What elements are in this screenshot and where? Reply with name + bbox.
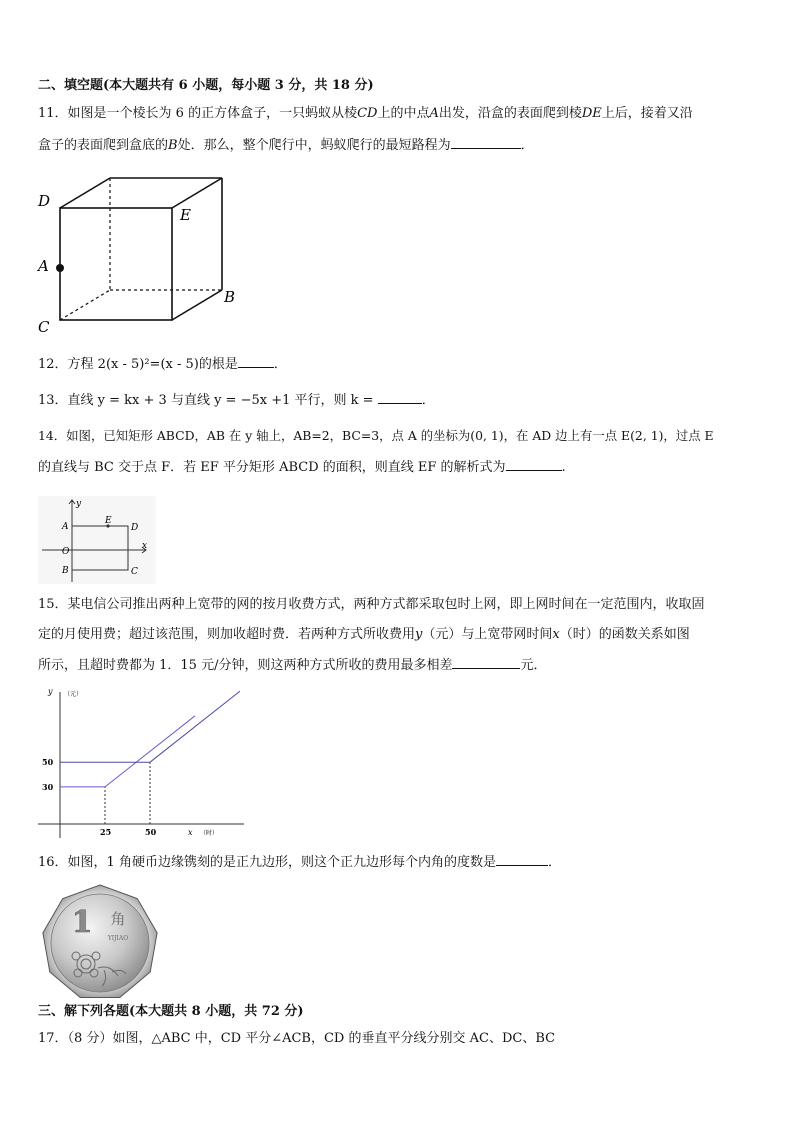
label-x: x — [142, 541, 148, 551]
question-15-line-3: 所示，且超时费都为 1．15 元/分钟，则这两种方式所收的费用最多相差 元． — [38, 658, 547, 673]
cube-front-face — [60, 208, 172, 320]
answer-blank[interactable] — [378, 391, 422, 404]
y-axis-label: y — [48, 687, 53, 696]
question-16: 16．如图，1 角硬币边缘镌刻的是正九边形，则这个正九边形每个内角的度数是 ． — [38, 855, 561, 870]
label-a: A — [38, 257, 49, 275]
x-axis-label: x — [188, 828, 193, 837]
x-tick-label: 25 — [100, 827, 112, 837]
question-11-line-1: 11．如图是一个棱长为 6 的正方体盒子，一只蚂蚁从棱CD上的中点A出发，沿盒的表面爬到棱DE上后，接着又沿 — [38, 106, 693, 121]
question-13: 13．直线 y = kx + 3 与直线 y = −5x +1 平行，则 k = ． — [38, 393, 435, 408]
answer-blank[interactable] — [506, 458, 562, 471]
coin-char: 角 — [110, 910, 126, 928]
label-e: E — [180, 206, 191, 224]
label-d: D — [131, 523, 139, 533]
series-line-1 — [60, 716, 195, 787]
question-14-line-2: 的直线与 BC 交于点 F．若 EF 平分矩形 ABCD 的面积，则直线 EF 的解析式为 . — [38, 460, 566, 475]
question-15-line-2: 定的月使用费；超过该范围，则加收超时费．若两种方式所收费用y（元）与上宽带网时间x（时）的函数关系如图 — [38, 627, 690, 642]
point-a-marker — [56, 264, 64, 272]
section-heading: 二、填空题(本大题共有 6 小题，每小题 3 分，共 18 分) — [38, 78, 374, 93]
coin-image — [38, 884, 162, 1002]
question-15-line-1: 15．某电信公司推出两种上宽带的网的按月收费方式，两种方式都采取包时上网，即上网时间在一定范围内，收取固 — [38, 597, 705, 612]
y-tick-label: 50 — [42, 757, 54, 768]
coin-pinyin: YIJIAO — [107, 935, 129, 942]
x-axis-unit: （时） — [200, 830, 219, 837]
label-e: E — [105, 516, 112, 526]
label-y: y — [76, 499, 82, 509]
label-c: C — [38, 318, 50, 336]
section-heading: 三、解下列各题(本大题共 8 小题，共 72 分) — [38, 1004, 304, 1019]
x-tick-label: 50 — [145, 827, 157, 837]
answer-blank[interactable] — [451, 136, 521, 149]
answer-blank[interactable] — [238, 355, 274, 368]
fee-chart — [34, 686, 264, 846]
coin-numeral: 1 — [71, 905, 93, 940]
cube-figure — [30, 168, 260, 338]
question-17: 17．（8 分）如图，△ABC 中，CD 平分∠ACB，CD 的垂直平分线分别交 AC、DC、BC — [38, 1031, 556, 1046]
label-a: A — [62, 522, 69, 532]
label-b: B — [224, 288, 236, 306]
question-12: 12．方程 2(x - 5)²=(x - 5)的根是 ． — [38, 357, 287, 372]
rectangle-axes-figure — [38, 496, 156, 584]
question-14-line-1: 14．如图，已知矩形 ABCD，AB 在 y 轴上，AB=2，BC=3，点 A 的坐标为(0, 1)，在 AD 边上有一点 E(2, 1)，过点 E — [38, 428, 714, 443]
label-d: D — [38, 192, 51, 210]
label-b: B — [62, 566, 69, 576]
answer-blank[interactable] — [496, 853, 548, 866]
y-axis-unit: （元） — [64, 691, 83, 698]
label-c: C — [131, 567, 138, 577]
question-11-line-2: 盒子的表面爬到盒底的B处．那么，整个爬行中，蚂蚁爬行的最短路程为 ． — [38, 138, 534, 153]
y-tick-label: 30 — [42, 781, 54, 792]
answer-blank[interactable] — [452, 656, 520, 669]
label-o: O — [62, 547, 70, 557]
